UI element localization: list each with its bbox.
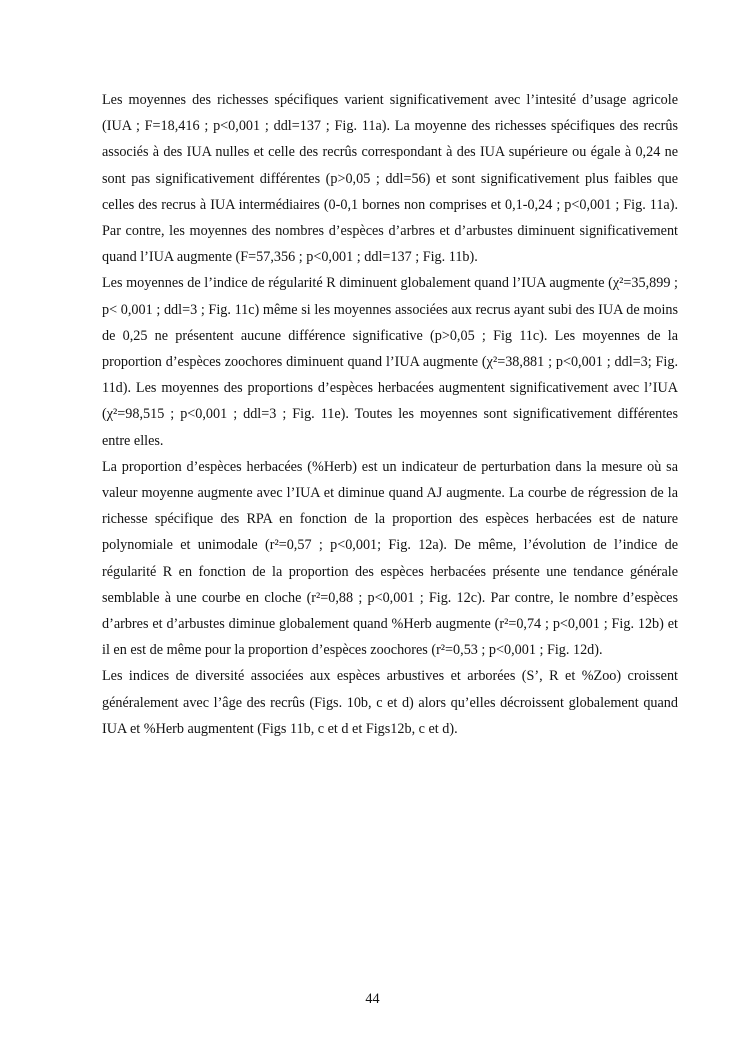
body-text: [102, 87, 678, 742]
paragraph-2: Les moyennes de l’indice de régularité R diminuent globalement quand l’IUA augmente (χ²=35,899 ; p< 0,001 ; ddl=3 ; Fig. 11c) même si les moyennes associées aux recrus ayant subi des IUA de moins de 0,25 ne présentent aucune différence significative (p>0,05 ; Fig 11c). Les moyennes de la proportion d’espèces zoochores diminuent quand l’IUA augmente (χ²=38,881 ; p<0,001 ; ddl=3; Fig. 11d). Les moyennes des proportions d’espèces herbacées augmentent significativement avec l’IUA (χ²=98,515 ; p<0,001 ; ddl=3 ; Fig. 11e). Toutes les moyennes sont significativement différentes entre elles.: [102, 275, 678, 449]
paragraph-4: Les indices de diversité associées aux espèces arbustives et arborées (S’, R et %Zoo) croissent généralement avec l’âge des recrûs (Figs. 10b, c et d) alors qu’elles décroissent globalement quand IUA et %Herb augmentent (Figs 11b, c et d et Figs12b, c et d).: [102, 668, 678, 737]
paragraph-1: Les moyennes des richesses spécifiques varient significativement avec l’intesité d’usage agricole (IUA ; F=18,416 ; p<0,001 ; ddl=137 ; Fig. 11a). La moyenne des richesses spécifiques des recrûs associés à des IUA nulles et celle des recrûs correspondant à des IUA supérieure ou égale à 0,24 ne sont pas significativement différentes (p>0,05 ; ddl=56) et sont significativement plus faibles que celles des recrus à IUA intermédiaires (0-0,1 bornes non comprises et 0,1-0,24 ; p<0,001 ; Fig. 11a). Par contre, les moyennes des nombres d’espèces d’arbres et d’arbustes diminuent significativement quand l’IUA augmente (F=57,356 ; p<0,001 ; ddl=137 ; Fig. 11b).: [102, 92, 678, 266]
page-number: 44: [365, 991, 380, 1007]
paragraph-3: La proportion d’espèces herbacées (%Herb) est un indicateur de perturbation dans la mesure où sa valeur moyenne augmente avec l’IUA et diminue quand AJ augmente. La courbe de régression de la richesse spécifique des RPA en fonction de la proportion des espèces herbacées est de nature polynomiale et unimodale (r²=0,57 ; p<0,001; Fig. 12a). De même, l’évolution de l’indice de régularité R en fonction de la proportion des espèces herbacées présente une tendance générale semblable à une courbe en cloche (r²=0,88 ; p<0,001 ; Fig. 12c). Par contre, le nombre d’espèces d’arbres et d’arbustes diminue globalement quand %Herb augmente (r²=0,74 ; p<0,001 ; Fig. 12b) et il en est de même pour la proportion d’espèces zoochores (r²=0,53 ; p<0,001 ; Fig. 12d).: [102, 458, 678, 659]
